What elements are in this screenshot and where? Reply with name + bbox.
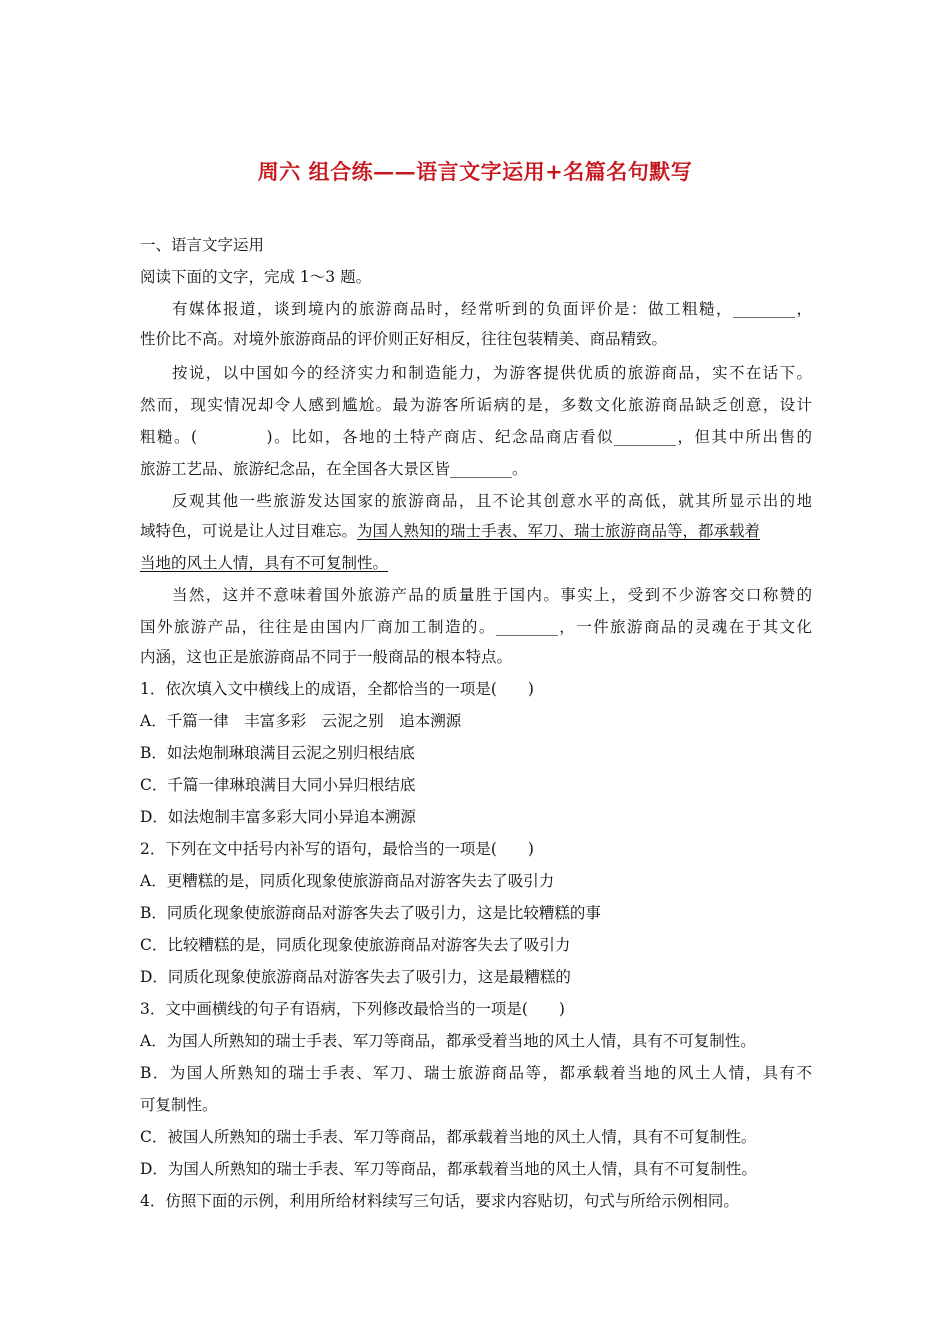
underlined-sentence: 当地的风土人情，具有不可复制性。 [140, 554, 389, 572]
section-heading: 一、语言文字运用 [140, 236, 265, 254]
question-2-option-a: A．更糟糕的是，同质化现象使旅游商品对游客失去了吸引力 [140, 872, 555, 890]
question-3-option-b-continued: 可复制性。 [140, 1096, 218, 1114]
question-2-option-d: D．同质化现象使旅游商品对游客失去了吸引力，这是最糟糕的 [140, 968, 571, 986]
question-2-stem: 2．下列在文中括号内补写的语句，最恰当的一项是( ) [140, 840, 534, 858]
passage-line [140, 520, 812, 542]
question-4-stem: 4．仿照下面的示例，利用所给材料续写三句话，要求内容贴切，句式与所给示例相同。 [140, 1192, 739, 1210]
question-3-stem: 3．文中画横线的句子有语病，下列修改最恰当的一项是( ) [140, 1000, 565, 1018]
question-3-option-d: D．为国人所熟知的瑞士手表、军刀等商品，都承载着当地的风土人情，具有不可复制性。 [140, 1160, 757, 1178]
question-1-option-a: A．千篇一律 丰富多彩 云泥之别 追本溯源 [140, 712, 462, 730]
passage-line: 反观其他一些旅游发达国家的旅游商品，且不论其创意水平的高低，就其所显示出的地 [172, 492, 812, 510]
question-2-option-b: B．同质化现象使旅游商品对游客失去了吸引力，这是比较糟糕的事 [140, 904, 601, 922]
question-1-option-b: B．如法炮制琳琅满目云泥之别归根结底 [140, 744, 415, 762]
question-1-option-d: D．如法炮制丰富多彩大同小异追本溯源 [140, 808, 416, 826]
underlined-sentence: 为国人熟知的瑞士手表、军刀、瑞士旅游商品等，都承载着 [357, 522, 761, 540]
passage-line: 然而，现实情况却令人感到尴尬。最为游客所诟病的是，多数文化旅游商品缺乏创意，设计 [140, 396, 812, 414]
passage-line: 当然，这并不意味着国外旅游产品的质量胜于国内。事实上，受到不少游客交口称赞的 [172, 586, 812, 604]
reading-instruction: 阅读下面的文字，完成 1～3 题。 [140, 268, 372, 286]
question-3-option-c: C．被国人所熟知的瑞士手表、军刀等商品，都承载着当地的风土人情，具有不可复制性。 [140, 1128, 757, 1146]
passage-line: 有媒体报道，谈到境内的旅游商品时，经常听到的负面评价是：做工粗糙，________， [172, 300, 812, 318]
passage-line: 粗糙。( )。比如，各地的土特产商店、纪念品商店看似________，但其中所出售的 [140, 428, 812, 446]
passage-text: 域特色，可说是让人过目难忘。 [140, 522, 358, 540]
passage-line: 国外旅游产品，往往是由国内厂商加工制造的。________，一件旅游商品的灵魂在于其文化 [140, 618, 812, 636]
page-title: 周六 组合练——语言文字运用+名篇名句默写 [257, 159, 693, 184]
question-1-stem: 1．依次填入文中横线上的成语，全都恰当的一项是( ) [140, 680, 534, 698]
question-2-option-c: C．比较糟糕的是，同质化现象使旅游商品对游客失去了吸引力 [140, 936, 571, 954]
question-3-option-a: A．为国人所熟知的瑞士手表、军刀等商品，都承受着当地的风土人情，具有不可复制性。 [140, 1032, 756, 1050]
passage-line: 旅游工艺品、旅游纪念品，在全国各大景区皆________。 [140, 460, 528, 478]
question-3-option-b: B．为国人所熟知的瑞士手表、军刀、瑞士旅游商品等，都承载着当地的风土人情，具有不 [140, 1064, 812, 1082]
passage-line: 性价比不高。对境外旅游商品的评价则正好相反，往往包装精美、商品精致。 [140, 330, 668, 348]
passage-line: 按说，以中国如今的经济实力和制造能力，为游客提供优质的旅游商品，实不在话下。 [172, 364, 812, 382]
question-1-option-c: C．千篇一律琳琅满目大同小异归根结底 [140, 776, 416, 794]
passage-line: 内涵，这也正是旅游商品不同于一般商品的根本特点。 [140, 648, 513, 666]
